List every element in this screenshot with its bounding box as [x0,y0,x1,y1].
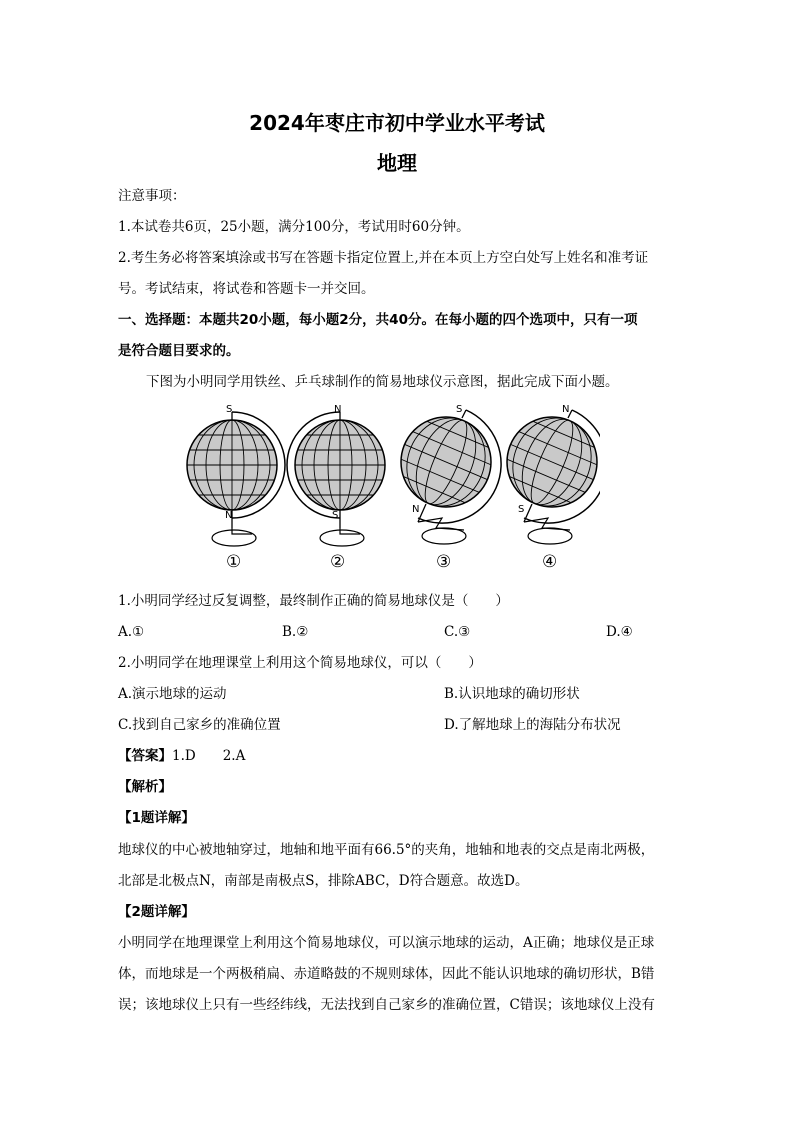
question-2-option-b[interactable]: B.认识地球的确切形状 [444,686,580,702]
notes-heading: 注意事项： [118,188,186,204]
globe-3-number: ③ [436,552,452,572]
globe-4-top-pole: N [562,404,570,415]
question-1-option-d[interactable]: D.④ [606,624,633,640]
notes-item-2-line-1: 2.考生务必将答案填涂或书写在答题卡指定位置上,并在本页上方空白处写上姓名和准考证 [118,250,649,266]
globe-2-top-pole: N [334,404,342,415]
globe-4-bottom-pole: S [518,504,525,515]
exam-title: 2024年枣庄市初中学业水平考试 [249,111,545,135]
notes-item-1: 1.本试卷共6页，25小题，满分100分，考试用时60分钟。 [118,219,470,235]
detail-2-line-3: 误；该地球仪上只有一些经纬线，无法找到自己家乡的准确位置，C错误；该地球仪上没有 [118,997,655,1013]
globe-4-number: ④ [542,552,558,572]
globe-figure [180,400,600,580]
subject-title: 地理 [377,151,417,175]
answer-label: 【答案】 [118,748,172,764]
detail-1-line-2: 北部是北极点N，南部是南极点S，排除ABC，D符合题意。故选D。 [118,873,529,889]
notes-item-2-line-2: 号。考试结束，将试卷和答题卡一并交回。 [118,281,375,297]
detail-2-line-1: 小明同学在地理课堂上利用这个简易地球仪，可以演示地球的运动，A正确；地球仪是正球 [118,935,655,951]
globe-1 [180,404,290,572]
question-1-option-a[interactable]: A.① [118,624,145,640]
detail-2-line-2: 体，而地球是一个两极稍扁、赤道略鼓的不规则球体，因此不能认识地球的确切形状，B错 [118,966,655,982]
question-1-option-b[interactable]: B.② [282,624,309,640]
question-2-stem: 2.小明同学在地理课堂上利用这个简易地球仪，可以（ ） [118,655,482,671]
globe-1-top-pole: S [226,404,233,415]
detail-1-line-1: 地球仪的中心被地轴穿过，地轴和地平面有66.5°的夹角，地轴和地表的交点是南北两极， [118,842,655,858]
figure-intro: 下图为小明同学用铁丝、乒乓球制作的简易地球仪示意图，据此完成下面小题。 [146,374,619,390]
detail-1-label: 【1题详解】 [118,810,195,826]
globe-1-number: ① [226,552,242,572]
question-2-option-d[interactable]: D.了解地球上的海陆分布状况 [444,717,621,733]
question-2-option-c[interactable]: C.找到自己家乡的准确位置 [118,717,281,733]
globe-2 [280,404,400,572]
globe-3 [368,400,523,572]
question-1-option-c[interactable]: C.③ [444,624,471,640]
globe-2-number: ② [330,552,346,572]
globe-2-bottom-pole: S [332,510,339,521]
question-2-option-a[interactable]: A.演示地球的运动 [118,686,227,702]
globe-4 [474,400,600,572]
question-1-stem: 1.小明同学经过反复调整，最终制作正确的简易地球仪是（ ） [118,593,509,609]
section-heading-line-2: 是符合题目要求的。 [118,343,240,359]
answer-line [118,746,664,766]
analysis-label: 【解析】 [118,779,172,795]
answer-text: 1.D 2.A [172,748,246,764]
detail-2-label: 【2题详解】 [118,904,195,920]
globe-1-bottom-pole: N [225,510,233,521]
globe-3-top-pole: S [456,404,463,415]
section-heading-line-1: 一、选择题：本题共20小题，每小题2分，共40分。在每小题的四个选项中，只有一项 [118,312,638,328]
globe-3-bottom-pole: N [412,504,420,515]
